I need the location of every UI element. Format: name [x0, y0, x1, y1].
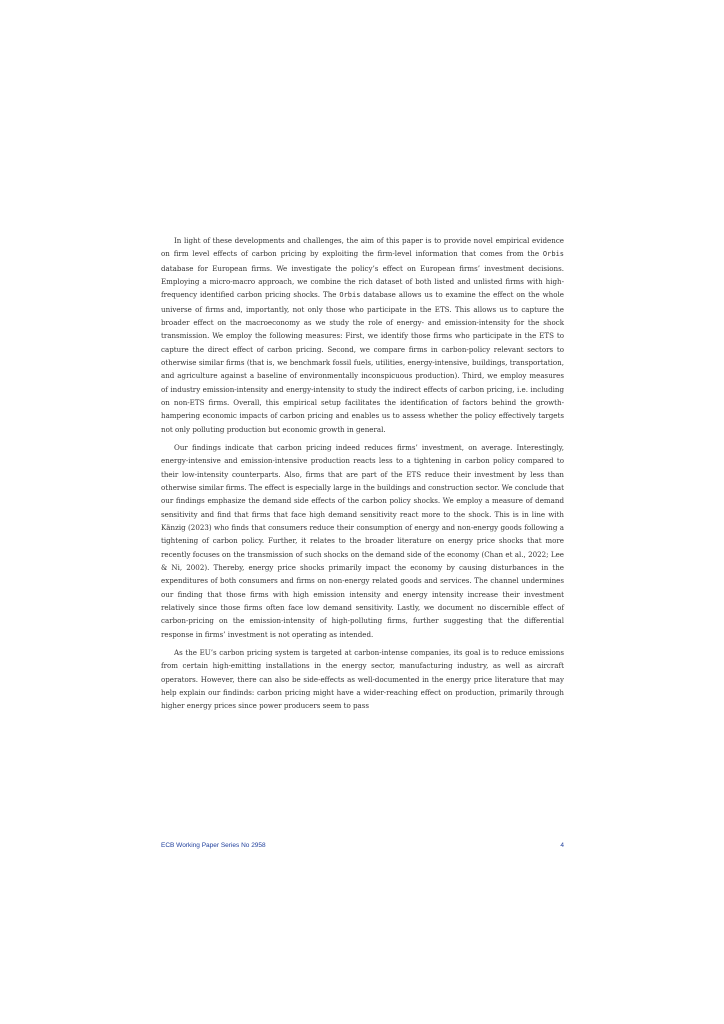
paragraph-text: database allows us to examine the effect on the whole universe of firms and, importantly, not only those who participate in the ETS. This allows us to capture the broader effect on the macroeconomy as we study the role of energy- and emission-intensity for the shock transmission. We employ the following measures: First, we identify those firms who participate in the ETS to capture the direct effect of carbon pricing. Second, we compare firms in carbon-policy relevant sectors to otherwise similar firms (that is, we benchmark fossil fuels, utilities, energy-intensive, buildings, transportation, and agriculture against a baseline of environmentally inconspicuous production). Third, we employ measures of industry emission-intensity and energy-intensity to study the indirect effects of carbon pricing, i.e. including on non-ETS firms. Overall, this empirical setup facilitates the identification of factors behind the growth-hampering economic impacts of carbon pricing and enables us to assess whether the policy effectively targets not only polluting production but economic growth in general. — [161, 290, 564, 434]
database-name: Orbis — [339, 291, 361, 300]
paragraph-1 — [161, 234, 564, 436]
main-text — [161, 234, 564, 717]
page-number: 4 — [560, 842, 564, 849]
paragraph-text: Our findings indicate that carbon pricing indeed reduces firms’ investment, on average. Interestingly, energy-intensive and emission-intensive production reacts less to a tightening in carbon policy compared to their low-intensity counterparts. Also, firms that are part of the ETS reduce their investment by less than otherwise similar firms. The effect is especially large in the buildings and construction sector. We conclude that our findings emphasize the demand side effects of the carbon policy shocks. We employ a measure of demand sensitivity and find that firms that face high demand sensitivity react more to the shock. This is in line with Känzig (2023) who finds that consumers reduce their consumption of energy and non-energy goods following a tightening of carbon policy. Further, it relates to the broader literature on energy price shocks that more recently focuses on the transmission of such shocks on the demand side of the economy (Chan et al., 2022; Lee & Ni, 2002). Thereby, energy price shocks primarily impact the economy by causing disturbances in the expenditures of both consumers and firms on non-energy related goods and services. The channel undermines our finding that those firms with high emission intensity and energy intensity increase their investment relatively since those firms often face low demand sensitivity. Lastly, we document no discernible effect of carbon-pricing on the emission-intensity of high-polluting firms, further suggesting that the differential response in firms’ investment is not operating as intended. — [161, 442, 564, 639]
paragraph-3 — [161, 646, 564, 713]
paragraph-text: database for European firms. We investigate the policy’s effect on European firms’ investment decisions. Employing a micro-macro approach, we combine the rich dataset of both listed and unlisted firms with high-frequency identified carbon pricing shocks. The — [161, 263, 564, 300]
paragraph-2 — [161, 441, 564, 641]
series-name: ECB Working Paper Series No 2958 — [161, 842, 266, 849]
database-name: Orbis — [542, 250, 564, 259]
paragraph-text: In light of these developments and challenges, the aim of this paper is to provide novel empirical evidence on firm level effects of carbon pricing by exploiting the firm-level information that comes from the — [161, 236, 564, 259]
paragraph-text: As the EU’s carbon pricing system is targeted at carbon-intense companies, its goal is to reduce emissions from certain high-emitting installations in the energy sector, manufacturing industry, as well as aircraft operators. However, there can also be side-effects as well-documented in the energy price literature that may help explain our findinds: carbon pricing might have a wider-reaching effect on production, primarily through higher energy prices since power producers seem to pass — [161, 647, 564, 711]
page-footer — [161, 842, 564, 854]
